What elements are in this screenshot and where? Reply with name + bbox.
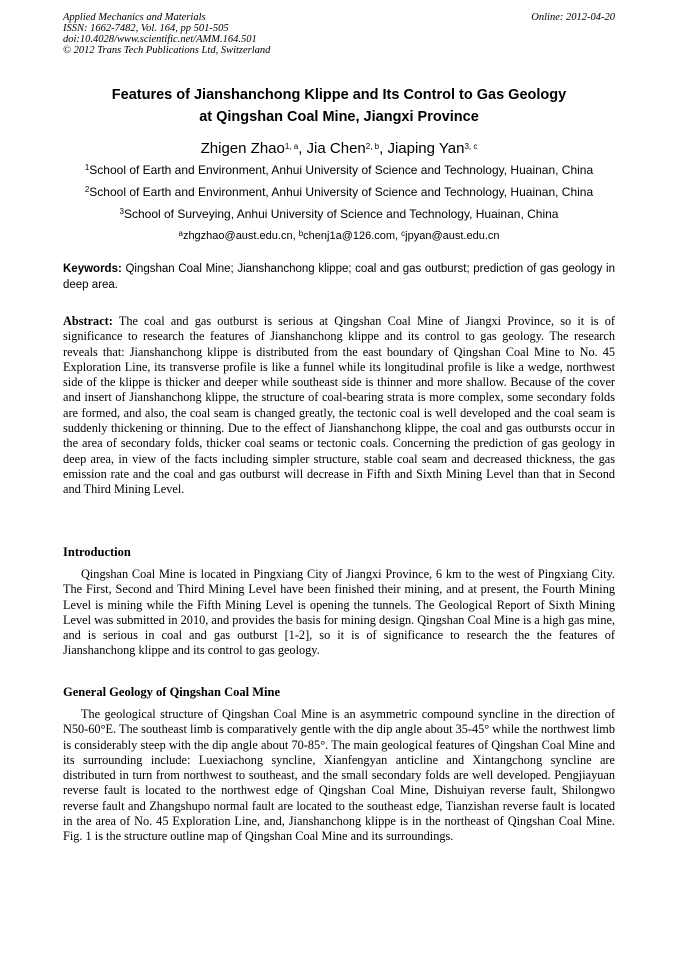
section-heading-introduction: Introduction — [63, 545, 131, 559]
affiliation-sup: 2 — [84, 185, 90, 194]
keywords — [63, 262, 615, 293]
author-name: Zhigen Zhao — [200, 140, 285, 157]
affiliation — [63, 185, 615, 199]
abstract — [63, 314, 615, 498]
abstract-label: Abstract: — [63, 314, 113, 328]
affiliation — [63, 207, 615, 221]
affiliation-sup: 3 — [119, 207, 124, 216]
author-sep: , — [379, 140, 388, 157]
email-link[interactable]: jpyan@aust.edu.cn — [405, 230, 500, 242]
email-sep: , — [395, 230, 402, 242]
affiliation-text: School of Surveying, Anhui University of Science and Technology, Huainan, China — [123, 207, 559, 221]
introduction-paragraph: Qingshan Coal Mine is located in Pingxiang City of Jiangxi Province, 6 km to the west of Pingxiang City. The First, Second and Third Mining Level have been finished their mining, and at present, the Fourth Mining Level is mining while the Fifth Mining Level is opening the tunnels. The Geological Report of Sixth Mining Level was submitted in 2010, and provides the basis for mining design. Qingshan Coal Mine is a high gas mine, and is serious in coal and gas outburst [1-2], so it is of significance to research the the features of Jianshanchong klippe and its control to gas geology. — [63, 567, 615, 658]
email-link[interactable]: chenj1a@126.com — [303, 230, 396, 242]
email-link[interactable]: zhgzhao@aust.edu.cn — [182, 230, 293, 242]
doi-line[interactable]: doi:10.4028/www.scientific.net/AMM.164.501 — [63, 34, 257, 45]
affiliation-text: School of Earth and Environment, Anhui University of Science and Technology, Huainan, China — [89, 185, 594, 199]
author-sup: 3, c — [464, 142, 478, 151]
journal-name: Applied Mechanics and Materials — [63, 12, 206, 23]
general-geology-paragraph: The geological structure of Qingshan Coal Mine is an asymmetric compound syncline in the direction of N50-60°E. The southeast limb is comparatively gentle with the dip angle about 35-45° while the northwest limb is considerably steep with the dip angle about 70-85°. The main geological features of Qingshan Coal Mine and its surrounding include: Luexiachong syncline, Xianfengyan anticline and Xintangchong syncline are distributed in turn from northwest to southeast, and the small secondary folds are well developed. Pengjiayuan reverse fault is located to the northwest edge of Qingshan Coal Mine, Dishuiyan reverse fault, Shilongwo reverse fault and Zhangshupo normal fault are located to the southeast edge, Tianzishan reverse fault is located in the area of No. 45 Exploration Line, and, Jianshanchong klippe is in the northeast of Qingshan Coal Mine. Fig. 1 is the structure outline map of Qingshan Coal Mine and its surroundings. — [63, 707, 615, 844]
email-sup: a — [178, 229, 183, 238]
affiliation-sup: 1 — [84, 163, 90, 172]
paper-title — [63, 84, 615, 128]
author-sup: 1, a — [284, 142, 299, 151]
online-date: Online: 2012-04-20 — [531, 12, 615, 23]
author-sep: , — [298, 140, 307, 157]
issn-line: ISSN: 1662-7482, Vol. 164, pp 501-505 — [63, 23, 229, 34]
journal-header — [63, 12, 615, 56]
author-list — [63, 140, 615, 158]
author-name: Jiaping Yan — [387, 140, 465, 157]
keywords-label: Keywords: — [63, 263, 122, 275]
title-line-1: Features of Jianshanchong Klippe and Its Control to Gas Geology — [111, 87, 567, 103]
copyright-line: © 2012 Trans Tech Publications Ltd, Switzerland — [63, 45, 271, 56]
author-sup: 2, b — [365, 142, 380, 151]
section-heading-general-geology: General Geology of Qingshan Coal Mine — [63, 685, 281, 699]
email-sup: b — [298, 229, 304, 238]
author-name: Jia Chen — [306, 140, 366, 157]
keywords-text: Qingshan Coal Mine; Jianshanchong klippe; coal and gas outburst; prediction of gas geology in deep area. — [63, 263, 616, 291]
email-list — [63, 229, 615, 243]
affiliation — [63, 163, 615, 177]
email-sup: c — [401, 229, 406, 238]
affiliation-text: School of Earth and Environment, Anhui University of Science and Technology, Huainan, China — [89, 163, 594, 177]
email-sep: , — [292, 230, 299, 242]
abstract-text: The coal and gas outburst is serious at Qingshan Coal Mine of Jiangxi Province, so it is of significance to research the features of Jianshanchong klippe and its control to gas geology. The research reveals that: Jianshanchong klippe is distributed from the east boundary of Qingshan Coal Mine to No. 45 Exploration Line, its transverse profile is like a funnel while its longitudinal profile is like a wedge, northwest side of the klippe is thicker and deeper while southeast side is thinner and more shallow. Because of the cover and insert of Jianshanchong klippe, the structure of coal-bearing strata is more complex, some secondary folds are formed, and also, the coal seam is changed greatly, the tectonic coal is well developed and the coal seam is suddenly thickening or thinning. Due to the effect of Jianshanchong klippe, the coal and gas outbursts occur in the area of secondary folds, thicker coal seams or tectonic coals. Concerning the prediction of gas geology in deep area, in view of the facts including simpler structure, stable coal seam and decreased thickness, the gas emission rate and the coal and gas outburst will decrease in Fifth and Sixth Mining Level than that in Second and Third Mining Level. — [63, 314, 615, 497]
title-line-2: at Qingshan Coal Mine, Jiangxi Province — [199, 109, 479, 125]
